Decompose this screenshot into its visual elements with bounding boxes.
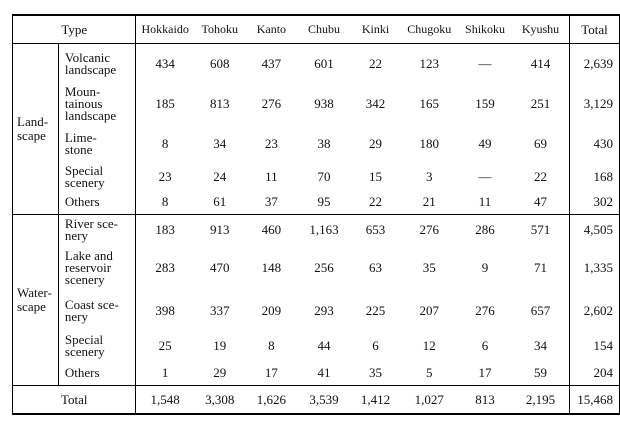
row-label: Special scenery	[58, 164, 136, 191]
table-cell: 276	[475, 302, 495, 318]
table-cell: 70	[317, 169, 331, 184]
table-cell: 207	[419, 302, 439, 318]
table-cell: 69	[533, 135, 547, 151]
table-cell: 11	[265, 169, 278, 184]
table-row	[13, 331, 620, 362]
table-cell: 44	[317, 338, 331, 353]
row-label: Volcanic landscape	[58, 44, 136, 84]
table-cell: 608	[209, 55, 230, 71]
table-cell: 22	[533, 169, 547, 184]
table-cell: 47	[533, 194, 547, 210]
row-total: 1,335	[570, 246, 620, 291]
row-label: River sce- nery	[58, 215, 136, 246]
table-cell: 71	[533, 260, 547, 275]
row-label: Moun- tainous landscape	[58, 84, 136, 124]
table-cell: 49	[478, 135, 492, 151]
table-cell: 601	[314, 55, 334, 71]
table-cell: 12	[422, 338, 436, 353]
table-cell: 41	[317, 365, 331, 381]
table-cell: 17	[478, 365, 492, 381]
row-total: 204	[570, 362, 620, 386]
header-total: Total	[570, 15, 620, 44]
grand-total-cell: 1,548	[136, 386, 194, 415]
table-cell: 938	[314, 95, 334, 111]
table-cell: 185	[155, 95, 175, 111]
scenery-table-container	[12, 14, 620, 415]
header-region: Shikoku	[458, 15, 512, 44]
table-cell: 23	[158, 169, 172, 184]
table-row	[13, 291, 620, 331]
group-label: Land- scape	[13, 44, 59, 215]
header-type: Type	[13, 15, 136, 44]
row-total: 168	[570, 164, 620, 191]
table-cell: 8	[161, 135, 169, 151]
table-cell: 9	[481, 260, 489, 275]
row-label: Others	[58, 362, 136, 386]
grand-total-cell: 1,626	[246, 386, 298, 415]
table-row	[13, 44, 620, 84]
table-cell: 95	[317, 194, 331, 210]
table-cell: 22	[369, 55, 383, 71]
table-cell: 256	[314, 260, 334, 275]
table-cell: 123	[419, 55, 439, 71]
grand-total-row	[13, 386, 620, 415]
grand-total-cell: 813	[458, 386, 512, 415]
table-row	[13, 362, 620, 386]
table-cell: 61	[213, 194, 227, 210]
table-cell: 209	[261, 302, 282, 318]
table-cell: 37	[264, 194, 278, 210]
header-region: Chugoku	[400, 15, 458, 44]
row-label: Others	[58, 191, 136, 215]
header-region: Tohoku	[194, 15, 246, 44]
row-label: Coast sce- nery	[58, 291, 136, 331]
row-label: Lake and reservoir scenery	[58, 246, 136, 291]
table-cell: 1	[161, 365, 169, 381]
row-label: Lime- stone	[58, 124, 136, 164]
table-row	[13, 84, 620, 124]
table-cell: 251	[530, 95, 551, 111]
row-total: 302	[570, 191, 620, 215]
table-cell: 342	[365, 95, 386, 111]
row-total: 3,129	[570, 84, 620, 124]
table-cell: 470	[209, 260, 230, 275]
table-cell: 148	[261, 260, 282, 275]
table-cell: 25	[158, 338, 172, 353]
table-row	[13, 215, 620, 246]
scenery-count-table	[12, 14, 620, 415]
table-cell: —	[478, 169, 492, 184]
table-cell: 434	[155, 55, 175, 71]
header-region: Chubu	[297, 15, 351, 44]
table-cell: 414	[530, 55, 551, 71]
table-cell: 29	[369, 135, 383, 151]
row-total: 430	[570, 124, 620, 164]
table-cell: —	[478, 55, 492, 71]
table-cell: 398	[155, 302, 175, 318]
table-cell: 276	[400, 215, 458, 246]
table-cell: 180	[419, 135, 439, 151]
table-cell: 24	[213, 169, 227, 184]
table-row	[13, 191, 620, 215]
table-cell: 6	[372, 338, 379, 353]
grand-total-sum: 15,468	[570, 386, 620, 415]
table-cell: 437	[261, 55, 282, 71]
table-cell: 165	[419, 95, 439, 111]
row-total: 2,602	[570, 291, 620, 331]
table-cell: 11	[478, 194, 492, 210]
table-cell: 5	[426, 365, 433, 381]
table-body	[13, 44, 620, 386]
header-region: Kinki	[351, 15, 401, 44]
table-cell: 293	[314, 302, 334, 318]
header-region: Kanto	[246, 15, 298, 44]
table-cell: 657	[530, 302, 551, 318]
header-row	[13, 15, 620, 44]
table-cell: 3	[426, 169, 433, 184]
table-cell: 159	[475, 95, 495, 111]
table-cell: 63	[369, 260, 383, 275]
row-total: 2,639	[570, 44, 620, 84]
table-cell: 21	[422, 194, 436, 210]
grand-total-cell: 2,195	[512, 386, 570, 415]
table-cell: 913	[194, 215, 246, 246]
table-cell: 225	[365, 302, 386, 318]
table-cell: 460	[246, 215, 298, 246]
table-row	[13, 246, 620, 291]
table-cell: 8	[268, 338, 275, 353]
table-cell: 59	[533, 365, 547, 381]
grand-total-label: Total	[13, 386, 136, 415]
table-cell: 38	[317, 135, 331, 151]
table-cell: 337	[209, 302, 230, 318]
header-region: Hokkaido	[136, 15, 194, 44]
table-cell: 35	[369, 365, 383, 381]
grand-total-cell: 3,308	[194, 386, 246, 415]
table-cell: 34	[533, 338, 547, 353]
table-cell: 571	[512, 215, 570, 246]
table-cell: 8	[161, 194, 169, 210]
table-cell: 23	[264, 135, 278, 151]
table-cell: 1,163	[297, 215, 351, 246]
grand-total-cell: 1,412	[351, 386, 401, 415]
header-region: Kyushu	[512, 15, 570, 44]
grand-total-cell: 1,027	[400, 386, 458, 415]
table-cell: 34	[213, 135, 227, 151]
group-label: Water- scape	[13, 215, 59, 386]
table-cell: 35	[422, 260, 436, 275]
table-cell: 6	[481, 338, 489, 353]
table-cell: 653	[351, 215, 401, 246]
row-label: Special scenery	[58, 331, 136, 362]
table-cell: 29	[213, 365, 227, 381]
grand-total-cell: 3,539	[297, 386, 351, 415]
table-cell: 283	[155, 260, 175, 275]
row-total: 4,505	[570, 215, 620, 246]
table-cell: 286	[458, 215, 512, 246]
table-cell: 276	[261, 95, 282, 111]
table-cell: 17	[264, 365, 278, 381]
table-row	[13, 124, 620, 164]
table-cell: 183	[136, 215, 194, 246]
table-row	[13, 164, 620, 191]
table-cell: 22	[369, 194, 383, 210]
table-cell: 19	[213, 338, 227, 353]
table-cell: 813	[209, 95, 230, 111]
table-cell: 15	[369, 169, 383, 184]
row-total: 154	[570, 331, 620, 362]
